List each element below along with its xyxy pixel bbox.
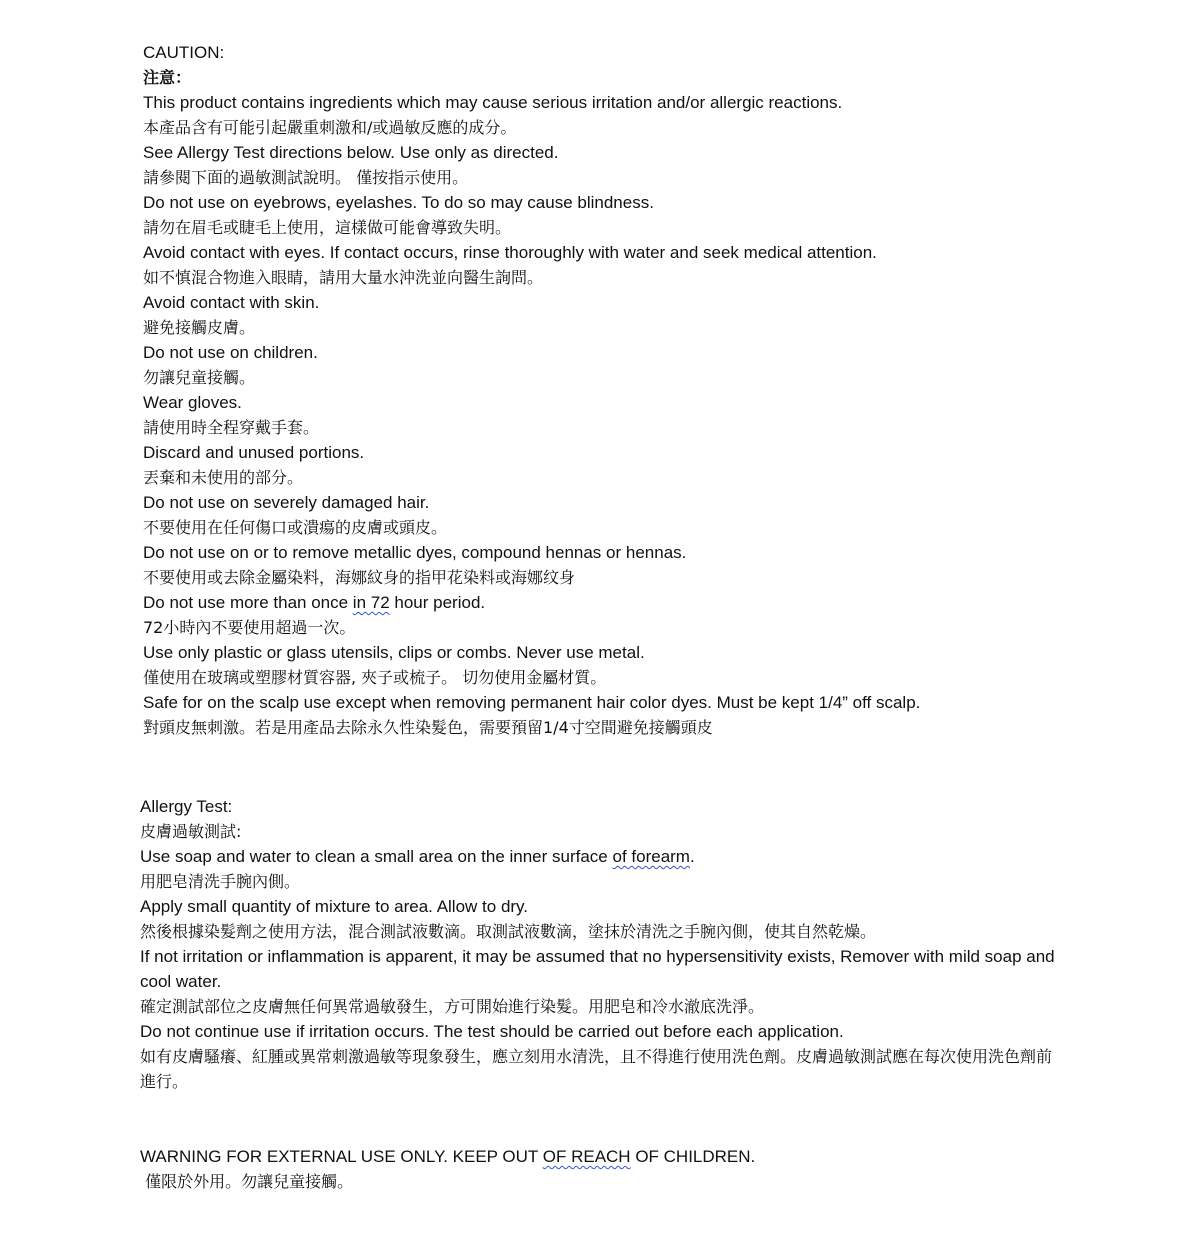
caution-line: Do not use on children.	[143, 343, 318, 362]
caution-line: 不要使用或去除金屬染料，海娜紋身的指甲花染料或海娜纹身	[143, 568, 576, 587]
allergy-long-line: If not irritation or inflammation is apparent, it may be assumed that no hypersensitivity exists, Remover with mild soap and cool water.	[140, 947, 1055, 991]
allergy-line: 然後根據染髮劑之使用方法，混合測試液數滴。取測試液數滴，塗抹於清洗之手腕內側，使其自然乾燥。	[140, 922, 877, 941]
allergy-line: 確定測試部位之皮膚無任何異常過敏發生，方可開始進行染髮。用肥皂和冷水澈底洗淨。	[140, 997, 765, 1016]
caution-line: 如不慎混合物進入眼睛，請用大量水沖洗並向醫生詢問。	[143, 268, 544, 287]
allergy-heading: Allergy Test:	[140, 797, 233, 816]
caution-heading-zh: 注意：	[143, 68, 192, 87]
allergy-forearm-line	[140, 844, 1200, 869]
spellcheck-squiggle-of-forearm: of forearm	[612, 847, 690, 866]
caution-heading: CAUTION:	[143, 43, 225, 62]
caution-hour-line	[143, 590, 1200, 615]
caution-line: Discard and unused portions.	[143, 443, 365, 462]
warning-section	[0, 1144, 1200, 1194]
warning-after: OF CHILDREN.	[630, 1147, 756, 1166]
hour-line-before: Do not use more than once	[143, 593, 353, 612]
forearm-line-before: Use soap and water to clean a small area on the inner surface	[140, 847, 613, 866]
allergy-line: Apply small quantity of mixture to area. Allow to dry.	[140, 897, 529, 916]
allergy-line: Do not continue use if irritation occurs. The test should be carried out before each application.	[140, 1022, 844, 1041]
allergy-heading-zh: 皮膚過敏測試:	[140, 822, 242, 841]
allergy-line: 用肥皂清洗手腕內側。	[140, 872, 301, 891]
caution-line: 勿讓兒童接觸。	[143, 368, 256, 387]
spellcheck-squiggle-in-72: in 72	[352, 593, 390, 612]
caution-section	[0, 40, 1200, 740]
caution-line: 本產品含有可能引起嚴重刺激和/或過敏反應的成分。	[143, 118, 517, 137]
allergy-test-section	[0, 794, 1200, 1094]
forearm-line-after: .	[689, 847, 695, 866]
caution-line: 對頭皮無刺激。若是用產品去除永久性染髮色，需要預留1/4寸空間避免接觸頭皮	[143, 718, 713, 737]
caution-line: 丟棄和未使用的部分。	[143, 468, 304, 487]
allergy-long-zh-line: 如有皮膚騷癢、紅腫或異常刺激過敏等現象發生，應立刻用水清洗，且不得進行使用洗色劑。皮膚過敏測試應在每次使用洗色劑前進行。	[140, 1047, 1053, 1091]
caution-line: 僅使用在玻璃或塑膠材質容器, 夾子或梳子。 切勿使用金屬材質。	[143, 668, 607, 687]
hour-line-after: hour period.	[389, 593, 486, 612]
caution-line: Avoid contact with skin.	[143, 293, 320, 312]
caution-line: Do not use on severely damaged hair.	[143, 493, 430, 512]
warning-before: WARNING FOR EXTERNAL USE ONLY. KEEP OUT	[140, 1147, 543, 1166]
caution-line: See Allergy Test directions below. Use only as directed.	[143, 143, 559, 162]
caution-line: 請勿在眉毛或睫毛上使用，這樣做可能會導致失明。	[143, 218, 512, 237]
caution-line: Avoid contact with eyes. If contact occurs, rinse thoroughly with water and seek medical attention.	[143, 243, 877, 262]
caution-line: 不要使用在任何傷口或潰瘍的皮膚或頭皮。	[143, 518, 448, 537]
caution-line: 72小時內不要使用超過一次。	[143, 618, 356, 637]
caution-line: 避免接觸皮膚。	[143, 318, 256, 337]
caution-line: 請參閱下面的過敏測試說明。 僅按指示使用。	[143, 168, 469, 187]
caution-line: Do not use on or to remove metallic dyes, compound hennas or hennas.	[143, 543, 687, 562]
spellcheck-squiggle-of-reach: OF REACH	[542, 1147, 631, 1166]
warning-line-en	[140, 1144, 1200, 1169]
warning-line-zh: 僅限於外用。勿讓兒童接觸。	[140, 1172, 354, 1191]
caution-line: Do not use on eyebrows, eyelashes. To do so may cause blindness.	[143, 193, 654, 212]
caution-line: Wear gloves.	[143, 393, 242, 412]
caution-line: This product contains ingredients which may cause serious irritation and/or allergic reactions.	[143, 93, 843, 112]
caution-line: Use only plastic or glass utensils, clips or combs. Never use metal.	[143, 643, 645, 662]
caution-line: 請使用時全程穿戴手套。	[143, 418, 320, 437]
caution-line: Safe for on the scalp use except when removing permanent hair color dyes. Must be kept 1/4” off scalp.	[143, 693, 921, 712]
